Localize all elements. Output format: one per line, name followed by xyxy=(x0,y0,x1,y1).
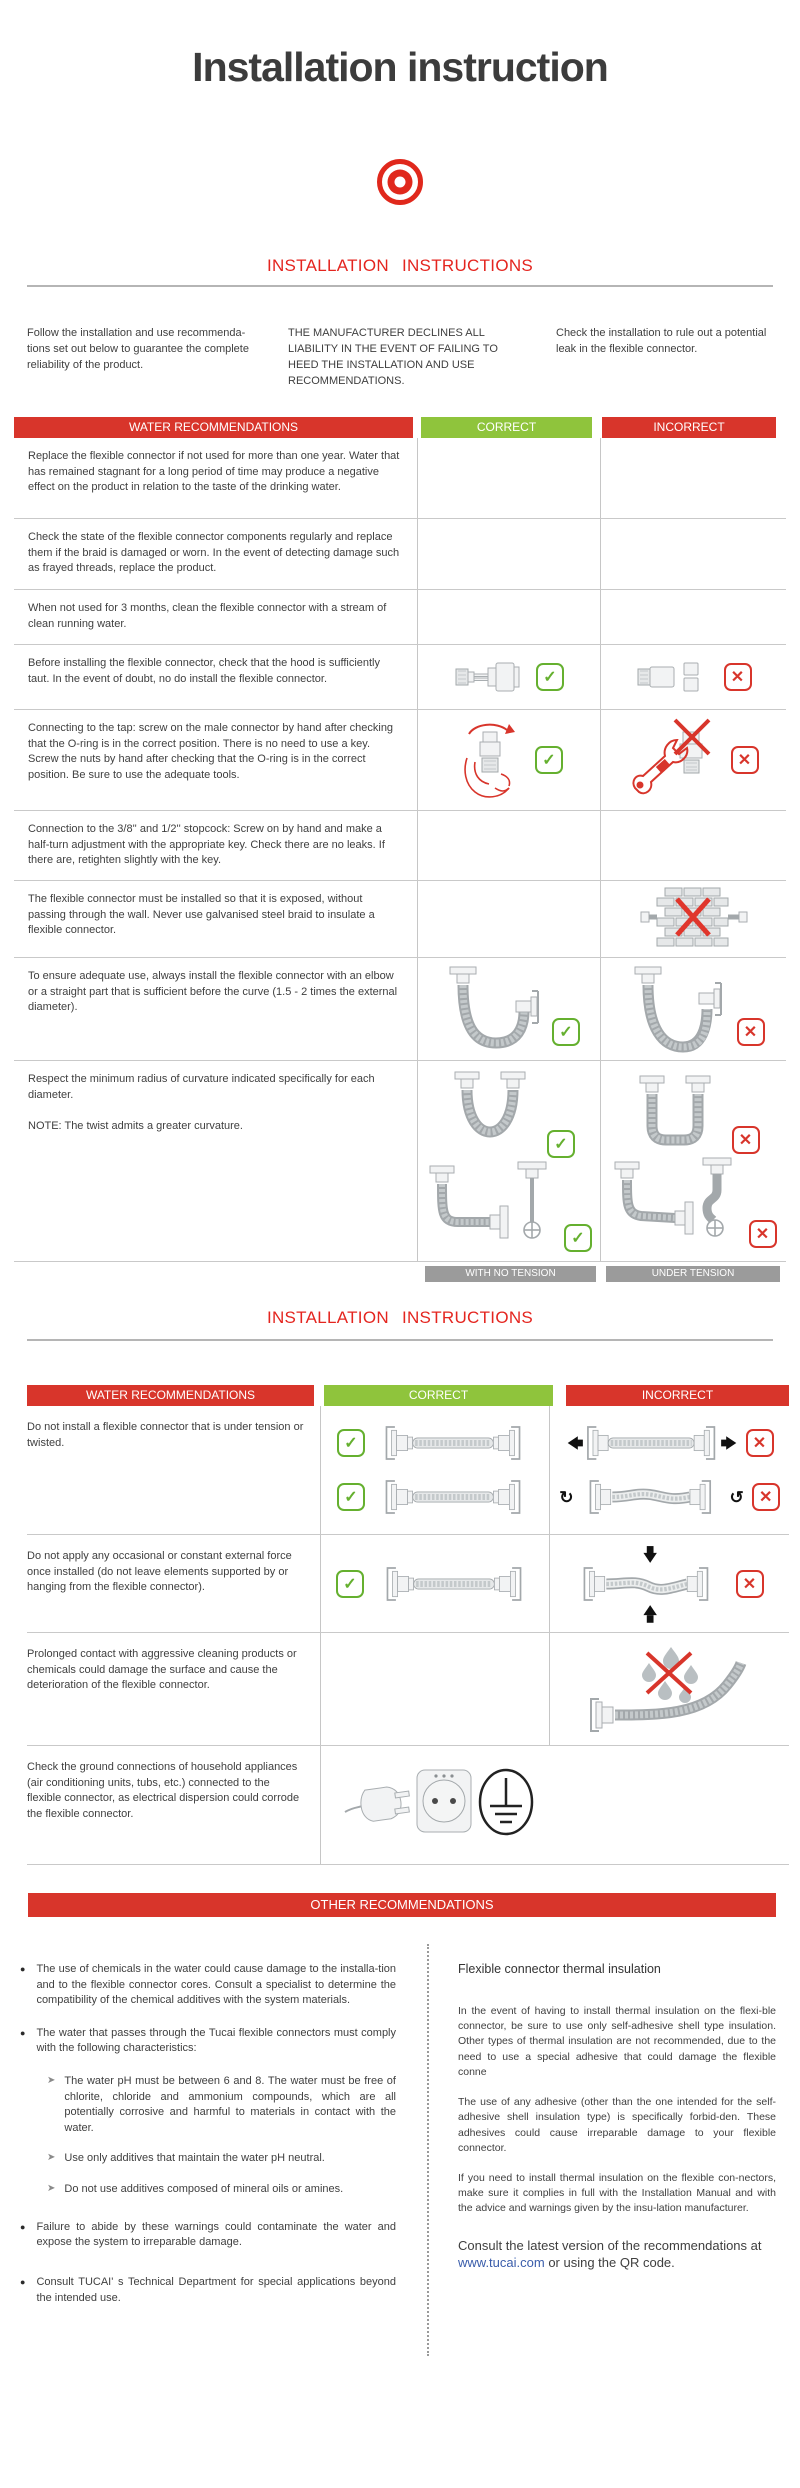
hose-external-force-icon xyxy=(576,1544,726,1624)
intro-col3: Check the installation to rule out a potential leak in the flexible connector. xyxy=(556,327,767,355)
check-icon: ✓ xyxy=(547,1130,575,1158)
check-icon: ✓ xyxy=(336,1570,364,1598)
consult-text-pre: Consult the latest version of the recommendations at xyxy=(458,2237,762,2253)
incorrect-cell xyxy=(600,811,786,880)
list-item xyxy=(20,2275,396,2306)
cross-icon: ✕ xyxy=(746,1429,774,1457)
sub-list-item xyxy=(47,2151,396,2167)
cross-icon: ✕ xyxy=(732,1126,760,1154)
consult-paragraph xyxy=(458,2237,776,2272)
connector-assembled-icon xyxy=(454,659,526,695)
row-text: Do not install a flexible connector that is under tension or twisted. xyxy=(27,1421,304,1449)
row-text: To ensure adequate use, always install the flexible connector with an elbow or a straight part that is sufficient before the curve (1.5 - 2 times the external diameter). xyxy=(28,970,398,1014)
incorrect-cell xyxy=(600,710,786,810)
row-text xyxy=(14,1061,417,1261)
intro-col2: THE MANUFACTURER DECLINES ALL LIABILITY IN THE EVENT OF FAILING TO HEED THE INSTALLATION AND USE RECOMMENDATIONS. xyxy=(288,327,498,387)
bullet-icon: ● xyxy=(20,2276,26,2287)
row-text: Connection to the 3/8'' and 1/2'' stopcock: Screw on by hand and make a half-turn adjustment with the appropriate key. Check there are no leaks. If there are, retighten slightly with the key. xyxy=(28,823,385,867)
ground-connection-icon xyxy=(343,1762,543,1848)
table2-header xyxy=(27,1385,789,1406)
recommendations-table-2 xyxy=(27,1385,789,1865)
rotate-arrow-icon: ↻ xyxy=(559,1487,574,1507)
table-row xyxy=(14,590,786,645)
bullet-icon: ● xyxy=(20,2221,26,2232)
table-row xyxy=(27,1535,789,1633)
hose-wide-loop-icon xyxy=(443,1070,539,1158)
check-icon: ✓ xyxy=(552,1018,580,1046)
table1-header-water: WATER RECOMMENDATIONS xyxy=(14,417,413,438)
correct-cell xyxy=(417,1061,600,1261)
correct-cell xyxy=(320,1633,549,1745)
correct-cell xyxy=(417,811,600,880)
table-row xyxy=(14,710,786,811)
bullet-icon: ● xyxy=(20,2027,26,2038)
thermal-paragraph: If you need to install thermal insulation on the flexible con-nectors, make sure it complies in full with the Installation Manual and with the advice and warnings given by the insu-lation manufacturer. xyxy=(458,2171,776,2215)
incorrect-cell xyxy=(600,958,786,1060)
check-icon: ✓ xyxy=(564,1224,592,1252)
incorrect-cell xyxy=(600,1061,786,1261)
table-row xyxy=(27,1406,789,1535)
table2-header-correct: CORRECT xyxy=(324,1385,553,1406)
hose-tight-loop-icon xyxy=(628,1074,724,1154)
bullet-text: Failure to abide by these warnings could contaminate the water and expose the system to irreparable damage. xyxy=(36,2220,396,2249)
table2-header-water: WATER RECOMMENDATIONS xyxy=(27,1385,314,1406)
bullet-text: The water that passes through the Tucai flexible connectors must comply with the following characteristics: xyxy=(36,2026,396,2055)
table-row xyxy=(14,645,786,710)
correct-cell xyxy=(320,1406,549,1534)
row-text: When not used for 3 months, clean the flexible connector with a stream of clean running water. xyxy=(28,602,387,630)
ground-connection-cell xyxy=(320,1746,789,1864)
intro-paragraphs xyxy=(27,326,773,390)
bullet-text: Consult TUCAI' s Technical Department for special applications beyond the intended use. xyxy=(36,2275,396,2304)
tension-labels xyxy=(14,1266,786,1282)
hose-with-elbow-icon xyxy=(438,963,542,1055)
cross-icon: ✕ xyxy=(749,1220,777,1248)
row-text xyxy=(14,710,417,810)
correct-cell xyxy=(417,438,600,518)
page-title: Installation instruction xyxy=(192,44,608,90)
tucai-website-link[interactable]: www.tucai.com xyxy=(458,2255,545,2271)
bullet-icon: ● xyxy=(20,1964,26,1974)
cross-icon: ✕ xyxy=(731,746,759,774)
row-text-part2: Screw the nuts by hand after checking that the O-ring is in the correct position. Be sure to use the adequate tools. xyxy=(28,753,366,781)
other-recommendations-left-column xyxy=(20,1962,396,2323)
sub-list-item xyxy=(47,2074,396,2136)
consult-text-post: or using the QR code. xyxy=(544,2255,675,2271)
row-text: Replace the flexible connector if not used for more than one year. Water that has remained stagnant for a long period of time may produce a negative effect on the product in relation to the taste of the drinking water. xyxy=(28,450,400,494)
hose-kinked-install-icon xyxy=(611,1156,741,1248)
row-text: The flexible connector must be installed so that it is exposed, without passing through the wall. Never use galvanised steel braid to insulate a flexible connector. xyxy=(28,893,375,937)
bullet-text: The use of chemicals in the water could cause damage to the installa-tion and to the flexible connector cores. Consult a specialist to determine the compatibility of the chemical additives with the system materials. xyxy=(36,1963,396,2007)
row-text: Prolonged contact with aggressive cleaning products or chemicals could damage the surface and cause the deterioration of the flexible connector. xyxy=(27,1648,297,1692)
table-row xyxy=(27,1633,789,1746)
table-row xyxy=(14,1061,786,1262)
table-row xyxy=(14,958,786,1061)
list-item xyxy=(20,2220,396,2251)
list-item xyxy=(20,2026,396,2057)
recommendations-table-1 xyxy=(14,417,786,1282)
table1-header-incorrect: INCORRECT xyxy=(602,417,776,438)
other-recommendations-section xyxy=(0,1944,800,2358)
sub-bullet-text: The water pH must be between 6 and 8. The water must be free of chlorite, chloride and ammonium compounds, which are all potentially corrosive and harmful to materials in contact with the water. xyxy=(64,2075,396,2134)
row-text: Before installing the flexible connector, check that the hood is sufficiently taut. In the event of doubt, no do install the flexible connector. xyxy=(28,657,381,685)
arrow-icon: ➤ xyxy=(47,2152,56,2164)
row-text: Check the ground connections of household appliances (air conditioning units, tubs, etc.) connected to the flexible connector, as electrical dispersion could corrode the flexible connector. xyxy=(27,1761,300,1820)
check-icon: ✓ xyxy=(535,746,563,774)
arrow-icon: ➤ xyxy=(47,2075,56,2087)
hose-under-tension-icon xyxy=(566,1423,738,1463)
table1-header-correct: CORRECT xyxy=(421,417,592,438)
row-text: Do not apply any occasional or constant external force once installed (do not leave elements supported by or hanging from the flexible connector). xyxy=(27,1550,292,1594)
thermal-paragraph: The use of any adhesive (other than the one intended for the self-adhesive shell insulation type) is specifically forbid-den. These adhesives could cause irreparable damage to your flexible connector. xyxy=(458,2096,776,2154)
cross-icon: ✕ xyxy=(736,1570,764,1598)
table2-header-incorrect: INCORRECT xyxy=(566,1385,789,1406)
correct-cell xyxy=(417,590,600,644)
thermal-insulation-heading: Flexible connector thermal insulation xyxy=(458,1962,661,1976)
arrow-icon: ➤ xyxy=(47,2183,56,2195)
check-icon: ✓ xyxy=(536,663,564,691)
incorrect-cell xyxy=(549,1406,789,1534)
under-tension-label: UNDER TENSION xyxy=(606,1266,780,1282)
table1-header xyxy=(14,417,786,438)
brand-ring-logo xyxy=(376,158,424,206)
connector-apart-icon xyxy=(636,659,714,695)
incorrect-cell xyxy=(600,519,786,589)
incorrect-cell xyxy=(600,881,786,957)
straight-hose-icon xyxy=(374,1564,534,1604)
incorrect-cell xyxy=(549,1535,789,1632)
incorrect-cell xyxy=(600,590,786,644)
intro-col1: Follow the installation and use recommenda-tions set out below to guarantee the complete reliability of the product. xyxy=(27,327,249,371)
table-row xyxy=(14,881,786,958)
check-icon: ✓ xyxy=(337,1483,365,1511)
thermal-paragraph: In the event of having to install thermal insulation on the flexi-ble connector, be sure to use only self-adhesive shell type insulation. Other types of thermal insulation are not recommended, due to the need to use a special adhesive that could damage the flexible conne xyxy=(458,2005,776,2078)
wrench-forbidden-icon xyxy=(629,718,721,802)
correct-cell xyxy=(417,645,600,709)
straight-hose-icon xyxy=(373,1477,533,1517)
incorrect-cell xyxy=(600,438,786,518)
chemical-drops-hose-icon xyxy=(585,1641,755,1737)
table-row xyxy=(14,811,786,881)
twisted-hose-icon xyxy=(582,1477,722,1517)
incorrect-cell xyxy=(600,645,786,709)
section2-heading: INSTALLATION INSTRUCTIONS xyxy=(266,1308,534,1327)
table-row xyxy=(14,438,786,519)
with-no-tension-label: WITH NO TENSION xyxy=(425,1266,596,1282)
list-item xyxy=(20,1962,396,2009)
section1-heading: INSTALLATION INSTRUCTIONS xyxy=(266,256,534,275)
row-text: Check the state of the flexible connector components regularly and replace them if the braid is damaged or worn. In the event of detecting damage such as frayed threads, replace the product. xyxy=(28,531,400,575)
sub-list-item xyxy=(47,2182,396,2198)
hose-no-elbow-icon xyxy=(623,963,727,1055)
table-row xyxy=(27,1746,789,1865)
row-text-part2: NOTE: The twist admits a greater curvature. xyxy=(28,1119,243,1132)
row-text-part1: Connecting to the tap: screw on the male connector by hand after checking that the O-ring is in the correct position. There is no need to use a key. xyxy=(28,722,394,750)
correct-cell xyxy=(320,1535,549,1632)
hose-bend-install-icon xyxy=(426,1160,556,1252)
incorrect-cell xyxy=(549,1633,789,1745)
hand-screwing-icon xyxy=(455,718,525,802)
sub-bullet-text: Use only additives that maintain the water pH neutral. xyxy=(64,2152,325,2165)
thermal-insulation-column xyxy=(458,1962,776,2272)
correct-cell xyxy=(417,881,600,957)
ring-logo-icon xyxy=(376,158,424,206)
cross-icon: ✕ xyxy=(752,1483,780,1511)
rotate-arrow-icon: ↺ xyxy=(729,1487,744,1507)
hose-through-wall-icon xyxy=(639,886,749,952)
correct-cell xyxy=(417,958,600,1060)
heading-rule xyxy=(27,285,773,287)
sub-bullet-text: Do not use additives composed of mineral oils or amines. xyxy=(64,2183,344,2196)
heading-rule xyxy=(27,1339,773,1341)
straight-hose-icon xyxy=(373,1423,533,1463)
correct-cell xyxy=(417,519,600,589)
check-icon: ✓ xyxy=(337,1429,365,1457)
row-text-part1: Respect the minimum radius of curvature indicated specifically for each diameter. xyxy=(28,1073,375,1101)
table-row xyxy=(14,519,786,590)
correct-cell xyxy=(417,710,600,810)
cross-icon: ✕ xyxy=(724,663,752,691)
cross-icon: ✕ xyxy=(737,1018,765,1046)
other-recommendations-banner: OTHER RECOMMENDATIONS xyxy=(28,1893,776,1917)
